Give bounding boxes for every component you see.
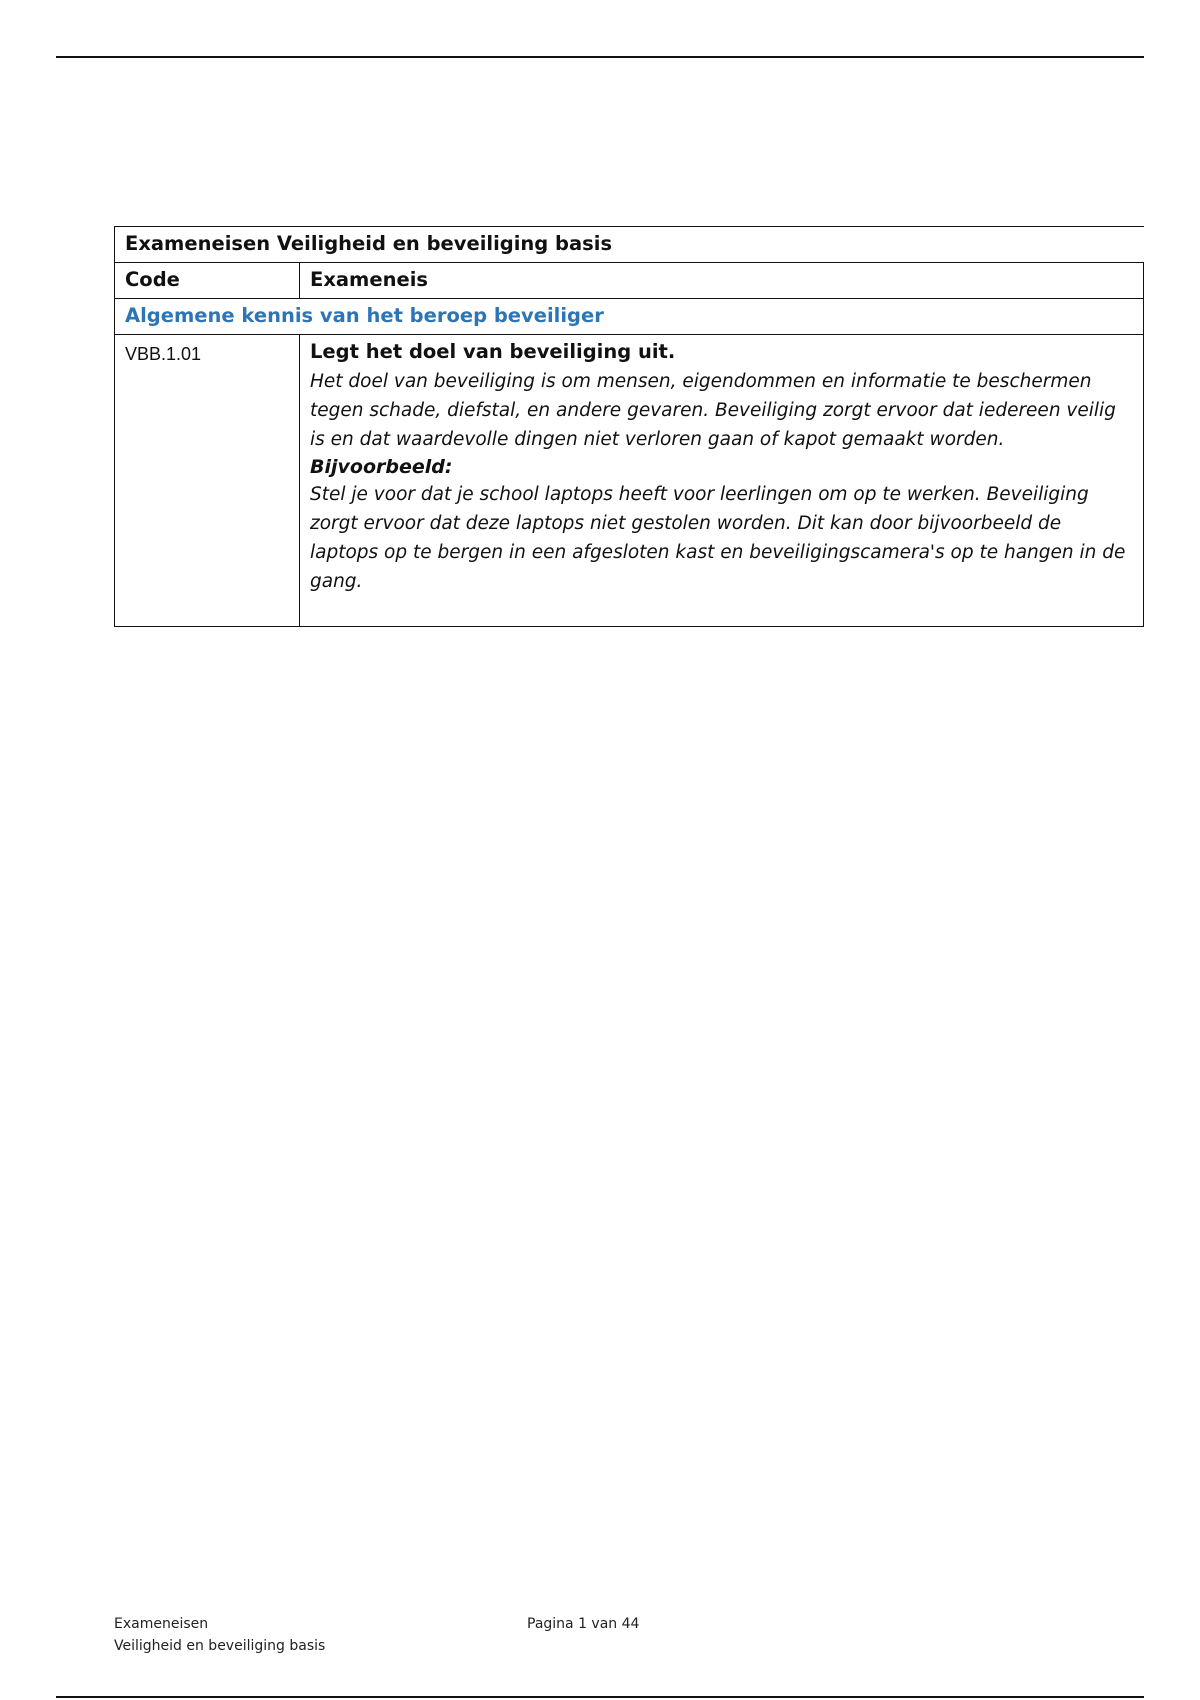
requirement-description: Het doel van beveiliging is om mensen, eigendommen en informatie te beschermen tegen schade, diefstal, en andere gevaren. Beveiliging zorgt ervoor dat iedereen veilig is en dat waardevolle dingen niet verloren gaan of kapot gemaakt worden. xyxy=(310,371,1116,450)
example-text: Stel je voor dat je school laptops heeft voor leerlingen om op te werken. Beveiliging zorgt ervoor dat deze laptops niet gestolen worden. Dit kan door bijvoorbeeld de laptops op te bergen in een afgesloten kast en beveiligingscamera's op te hangen in de gang. xyxy=(310,484,1126,592)
header-rule xyxy=(56,56,1144,58)
requirement-content xyxy=(300,335,1144,627)
exam-requirements-table xyxy=(114,226,1144,627)
table-row xyxy=(115,335,1144,627)
table-title-row xyxy=(115,227,1144,263)
requirement-code: VBB.1.01 xyxy=(115,335,300,627)
table-header-row xyxy=(115,263,1144,299)
section-heading: Algemene kennis van het beroep beveiliger xyxy=(115,299,1144,335)
footer-rule xyxy=(56,1696,1144,1698)
table-title: Exameneisen Veiligheid en beveiliging basis xyxy=(115,227,1144,263)
column-header-requirement: Exameneis xyxy=(300,263,1144,299)
section-row xyxy=(115,299,1144,335)
footer-document-info xyxy=(114,1613,325,1657)
footer-line-2: Veiligheid en beveiliging basis xyxy=(114,1638,326,1654)
requirement-title: Legt het doel van beveiliging uit. xyxy=(310,340,676,363)
page-number: Pagina 1 van 44 xyxy=(527,1616,640,1632)
example-label: Bijvoorbeeld: xyxy=(310,456,453,478)
column-header-code: Code xyxy=(115,263,300,299)
footer-line-1: Exameneisen xyxy=(114,1616,209,1632)
